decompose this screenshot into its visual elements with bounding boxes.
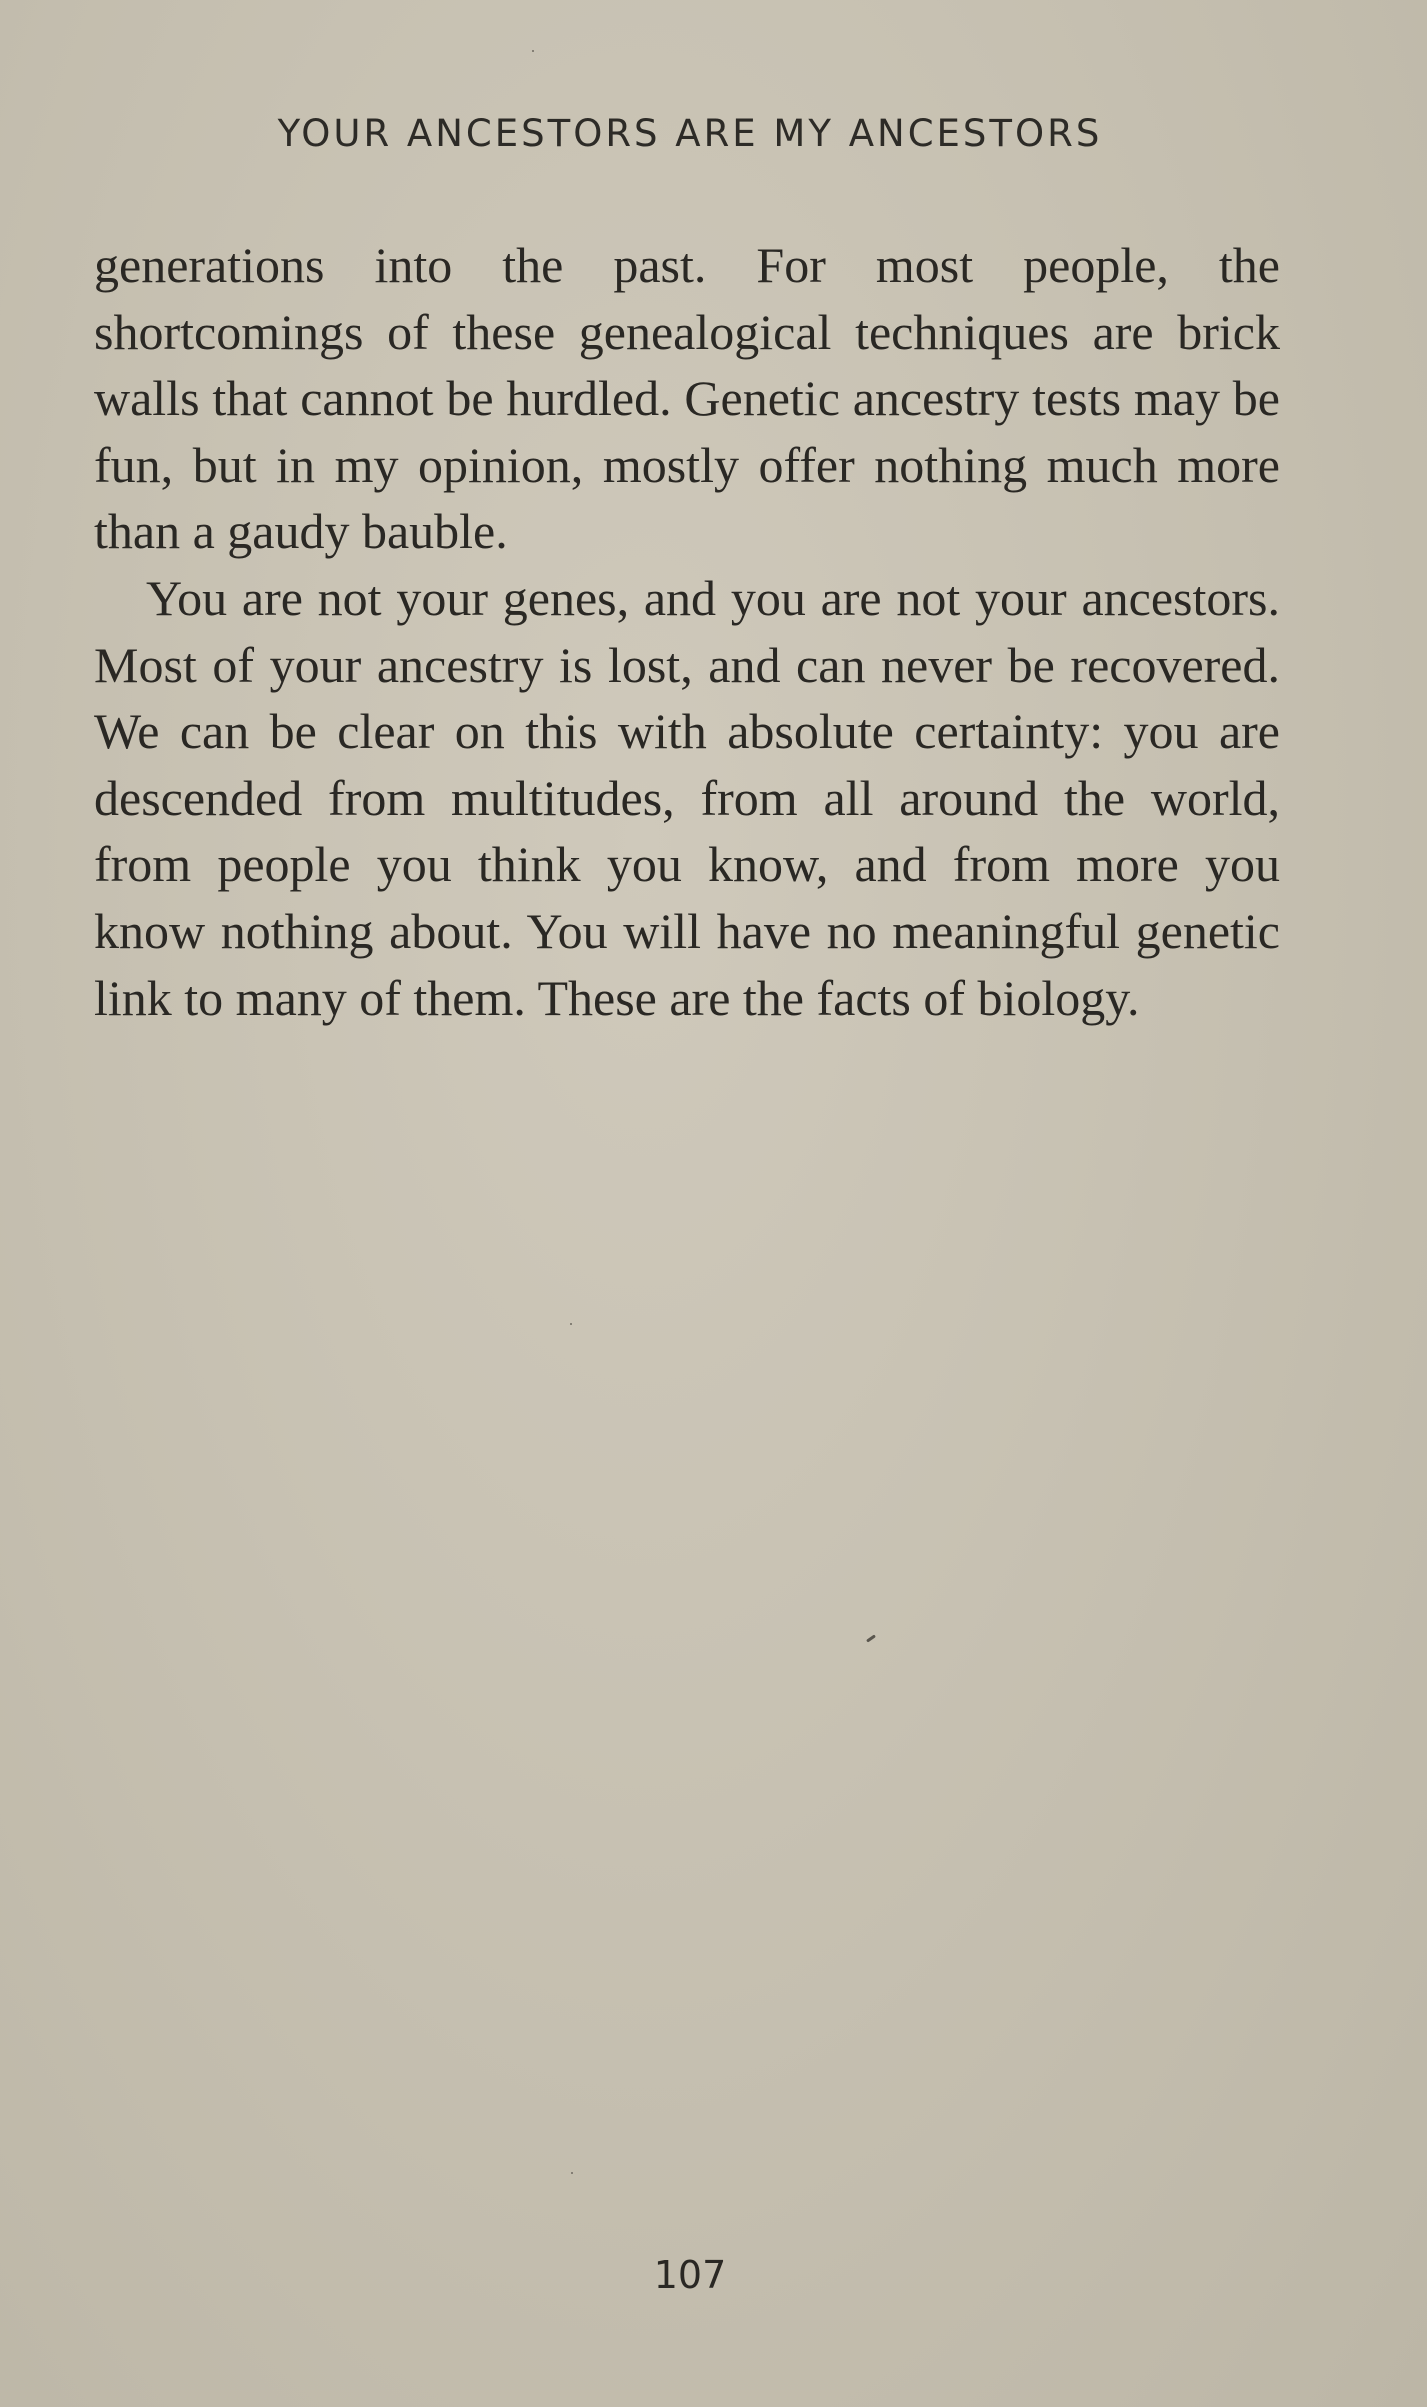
body-text: [94, 232, 1280, 1031]
paragraph-1: generations into the past. For most people, the shortcomings of these genealogical techniques are brick walls that cannot be hurdled. Genetic ancestry tests may be fun, but in my opinion, mostly offer nothing much more than a gaudy bauble.: [94, 237, 1280, 560]
page-number: 107: [653, 2253, 727, 2297]
paper-speck: [571, 2172, 573, 2174]
running-head: YOUR ANCESTORS ARE MY ANCESTORS: [277, 112, 1103, 155]
paper-speck: [570, 1323, 572, 1325]
paragraph-2: You are not your genes, and you are not your ancestors. Most of your ancestry is lost, and can never be recovered. We can be clear on this with absolute certainty: you are descended from multitudes, from all around the world, from people you think you know, and from more you know nothing about. You will have no meaningful genetic link to many of them. These are the facts of biology.: [94, 569, 1280, 1026]
paper-speck: [532, 50, 534, 52]
paper-mark: [866, 1634, 876, 1642]
